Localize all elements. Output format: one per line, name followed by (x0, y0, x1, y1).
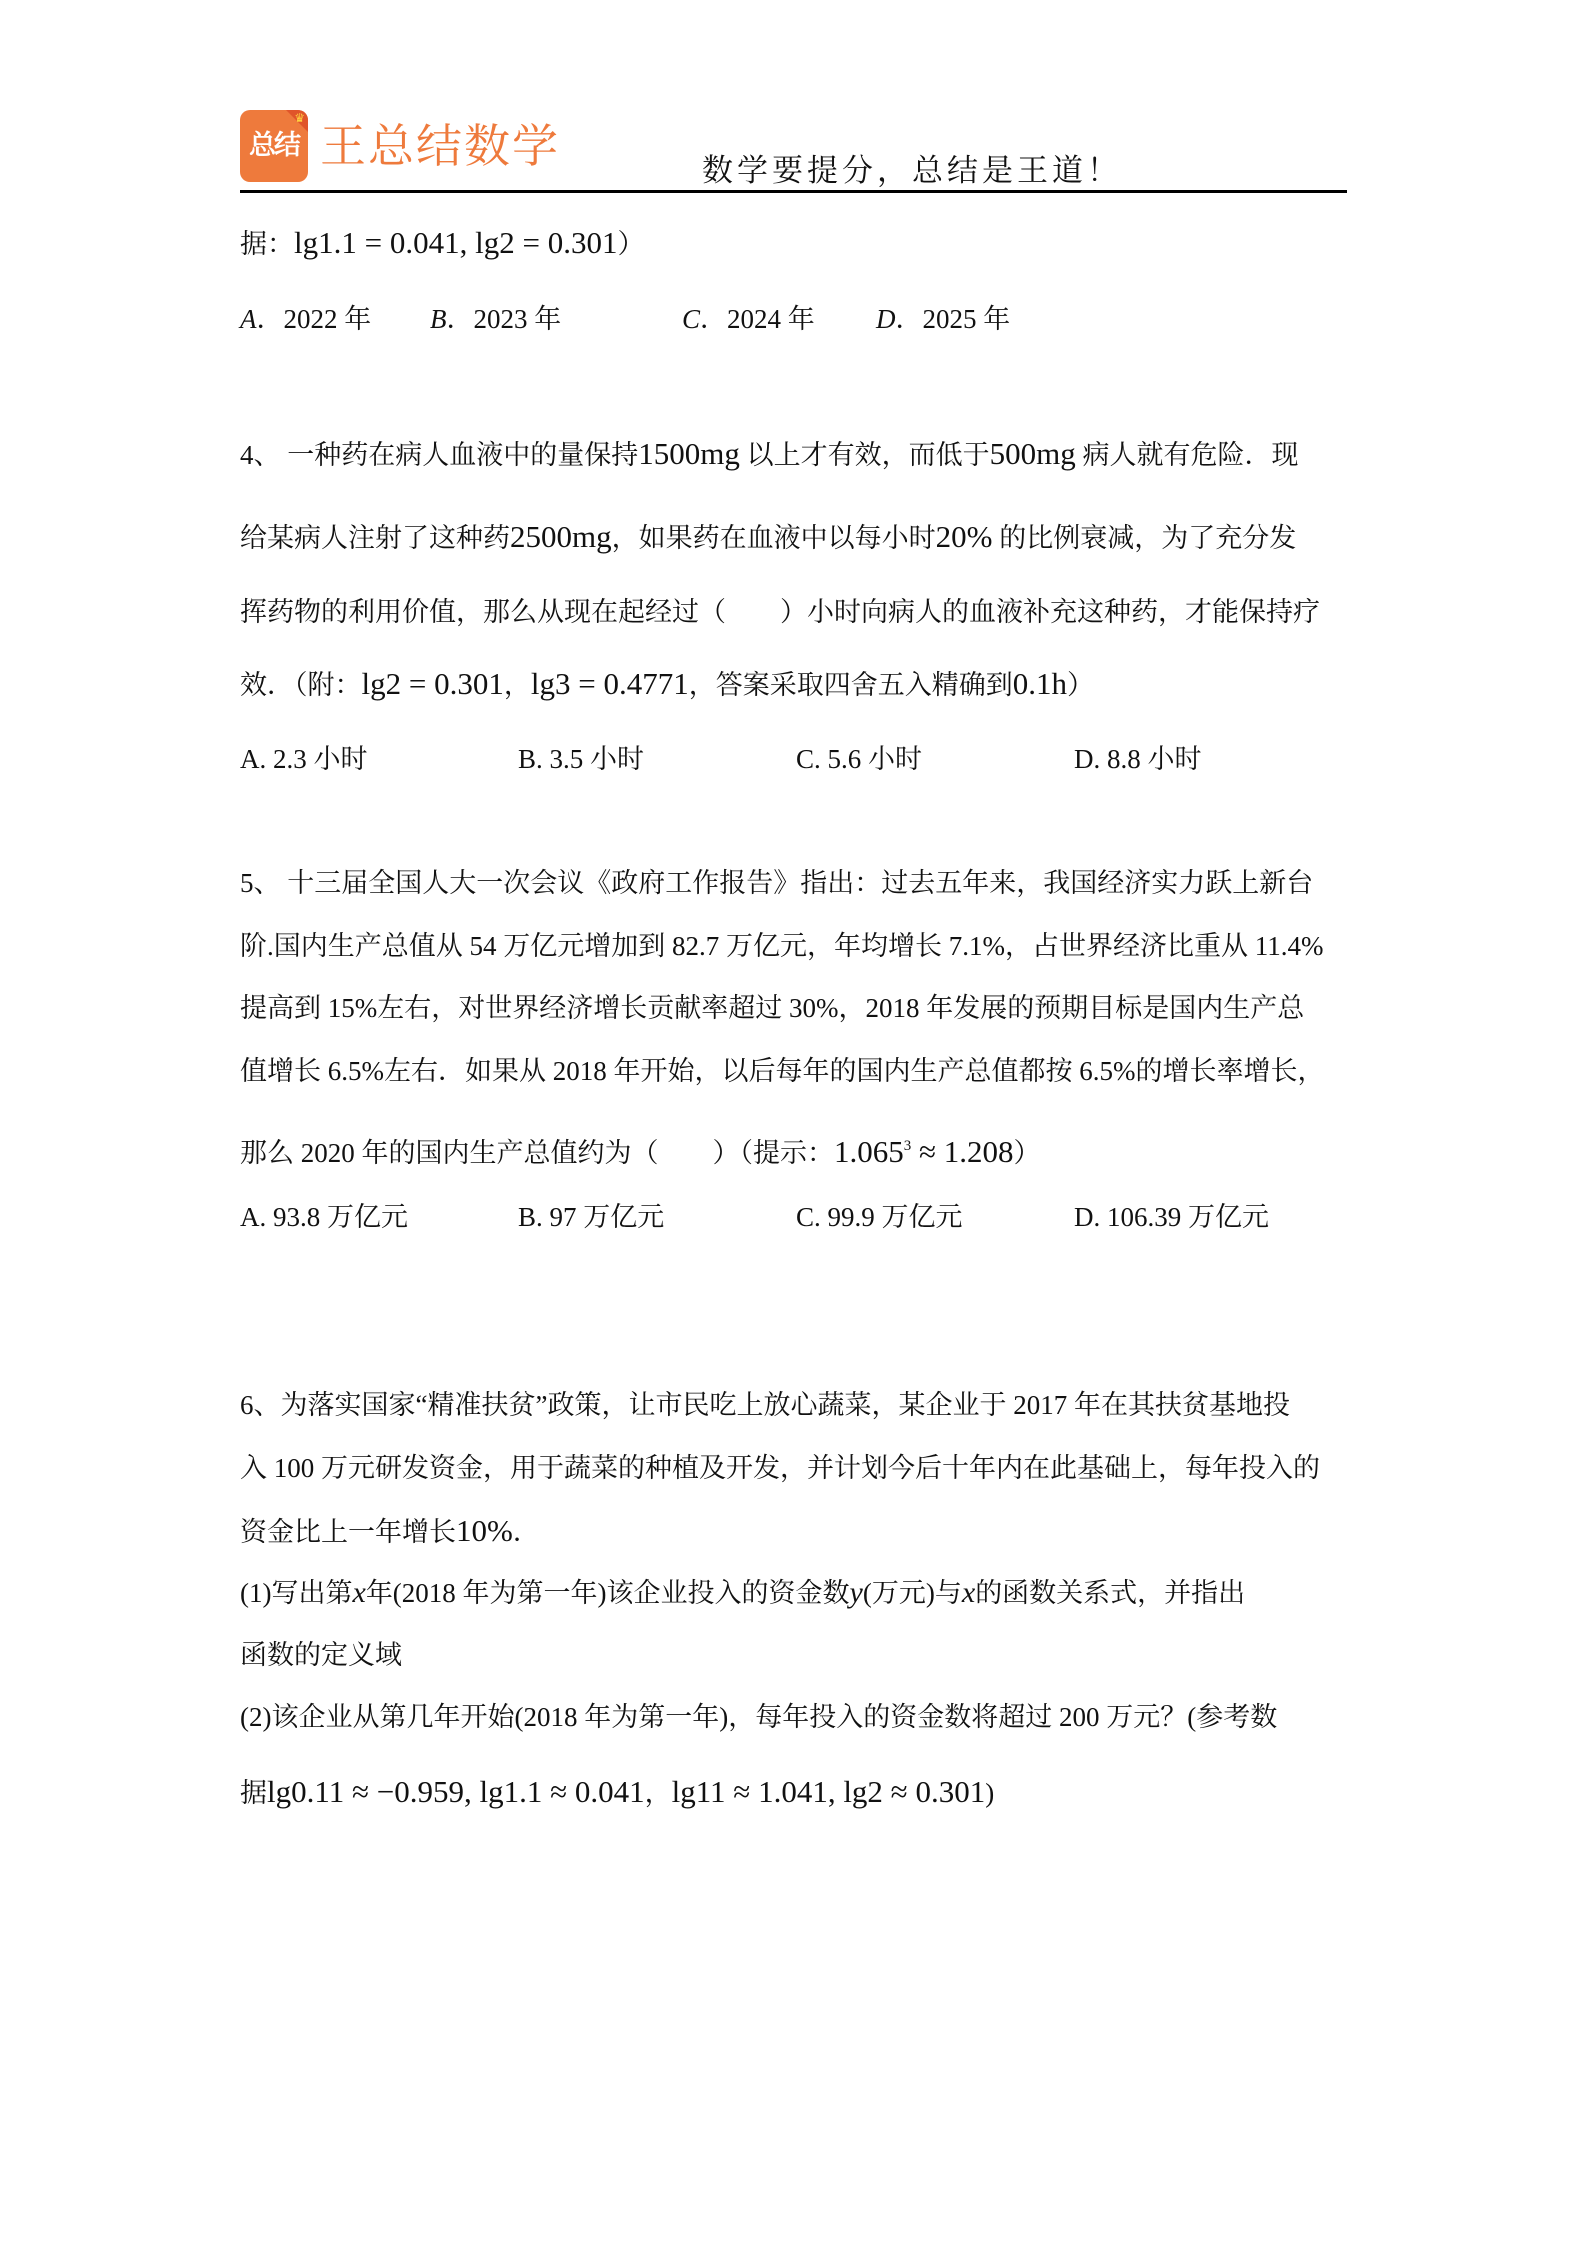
q4-option-d: D. 8.8 小时 (1074, 744, 1202, 774)
q4-line-1 (240, 437, 1350, 472)
q4-option-c: C. 5.6 小时 (796, 744, 923, 774)
variable-x: x (961, 1576, 976, 1609)
q5-option-d: D. 106.39 万亿元 (1074, 1202, 1269, 1232)
q5-line-5 (240, 1129, 1350, 1170)
q4-option-b: B. 3.5 小时 (518, 744, 645, 774)
variable-x: x (352, 1576, 366, 1609)
math-expression: 10% (456, 1513, 513, 1548)
q6-part1-line-1 (240, 1576, 1350, 1610)
q5-option-a: A. 93.8 万亿元 (240, 1202, 408, 1232)
exponent: 3 (903, 1138, 912, 1154)
q6-part1-line-2: 函数的定义域 (240, 1640, 402, 1670)
text: 资金比上一年增长 (240, 1517, 456, 1547)
math-expression: lg2 = 0.301 (361, 666, 504, 701)
q6-part2-line-1: (2)该企业从第几年开始(2018 年为第一年)，每年投入的资金数将超过 200 万元？(参考数 (240, 1702, 1278, 1732)
text: ) (985, 1778, 995, 1808)
math-expression: 1.065 (834, 1134, 904, 1169)
math-expression: 2500mg (510, 519, 612, 554)
option-letter: A (240, 304, 257, 334)
slogan: 数学要提分，总结是王道！ (702, 153, 1122, 189)
logo (240, 110, 308, 182)
header-divider (240, 190, 1347, 193)
q5-line-3: 提高到 15%左右，对世界经济增长贡献率超过 30%，2018 年发展的预期目标是国内生产总 (240, 993, 1305, 1023)
text: ， (503, 670, 531, 700)
text: ． (256, 304, 284, 334)
option-text: 2024 年 (727, 304, 815, 334)
q3-option-d (876, 302, 1010, 336)
math-expression: ≈ 1.208 (911, 1134, 1014, 1169)
text: ， (644, 1778, 672, 1808)
option-text: 2022 年 (283, 304, 372, 334)
text: ，如果药在血液中以每小时 (611, 523, 936, 553)
math-expression: 20% (935, 519, 993, 554)
q5-option-b: B. 97 万亿元 (518, 1202, 665, 1232)
text: ） (1066, 670, 1094, 700)
q4-line-4 (240, 667, 1350, 702)
option-letter: B (430, 304, 447, 334)
text: ． (700, 304, 728, 334)
q5-line-4: 值增长 6.5%左右．如果从 2018 年开始，以后每年的国内生产总值都按 6.5%的增长率增长， (240, 1056, 1325, 1086)
text: 病人就有危险．现 (1075, 440, 1299, 470)
q3-option-b (430, 302, 561, 336)
q4-option-a: A. 2.3 小时 (240, 744, 368, 774)
q4-line-3: 挥药物的利用价值，那么从现在起经过（ ）小时向病人的血液补充这种药，才能保持疗 (240, 597, 1320, 627)
text: ． (895, 304, 923, 334)
q4-line-2 (240, 520, 1350, 555)
math-expression: lg3 = 0.4771 (530, 666, 689, 701)
text: 4、 一种药在病人血液中的量保持 (240, 440, 639, 470)
q3-reference-line (240, 226, 1350, 261)
option-letter: C (682, 304, 701, 334)
option-text: 2023 年 (473, 304, 562, 334)
logo-text: 总结 (249, 130, 299, 161)
q3-option-c (682, 302, 815, 336)
q6-part2-line-2 (240, 1775, 1350, 1810)
text: 年(2018 年为第一年)该企业投入的资金数 (365, 1578, 850, 1608)
q5-option-c: C. 99.9 万亿元 (796, 1202, 963, 1232)
math-expression: lg11 ≈ 1.041, lg2 ≈ 0.301 (671, 1774, 986, 1809)
text: 的函数关系式，并指出 (975, 1578, 1246, 1608)
text: ） (617, 229, 645, 259)
option-letter: D (876, 304, 896, 334)
option-text: 2025 年 (922, 304, 1011, 334)
text: 据 (240, 1778, 267, 1808)
math-expression: 1500mg (638, 436, 740, 471)
q5-line-1: 5、 十三届全国人大一次会议《政府工作报告》指出：过去五年来，我国经济实力跃上新台 (240, 868, 1314, 898)
q6-line-3 (240, 1514, 1350, 1549)
text: ． (512, 1517, 540, 1547)
text: 给某病人注射了这种药 (240, 523, 510, 553)
brand-name: 王总结数学 (320, 119, 560, 173)
text: 那么 2020 年的国内生产总值约为（ ）（提示： (240, 1138, 834, 1168)
text: 以上才有效，而低于 (739, 440, 990, 470)
q6-line-2: 入 100 万元研发资金，用于蔬菜的种植及开发，并计划今后十年内在此基础上，每年投入的 (240, 1453, 1320, 1483)
text: (1)写出第 (240, 1578, 353, 1608)
text: ． (446, 304, 474, 334)
text: 效．（附： (240, 670, 362, 700)
variable-y: y (849, 1576, 863, 1609)
q6-line-1: 6、为落实国家“精准扶贫”政策，让市民吃上放心蔬菜，某企业于 2017 年在其扶贫基地投 (240, 1390, 1290, 1420)
math-expression: lg1.1 = 0.041, lg2 = 0.301 (294, 225, 618, 260)
text: (万元)与 (862, 1578, 962, 1608)
math-expression: 500mg (989, 436, 1076, 471)
math-expression: lg0.11 ≈ −0.959, lg1.1 ≈ 0.041 (267, 1774, 645, 1809)
math-expression: 0.1h (1012, 666, 1067, 701)
text: 据： (240, 229, 294, 259)
q3-option-a (240, 302, 371, 336)
text: ） (1013, 1138, 1041, 1168)
crown-icon: ♛ (294, 111, 305, 125)
text: 的比例衰减，为了充分发 (992, 523, 1297, 553)
text: ，答案采取四舍五入精确到 (688, 670, 1013, 700)
q5-line-2: 阶.国内生产总值从 54 万亿元增加到 82.7 万亿元，年均增长 7.1%，占世界经济比重从 11.4% (240, 931, 1324, 961)
